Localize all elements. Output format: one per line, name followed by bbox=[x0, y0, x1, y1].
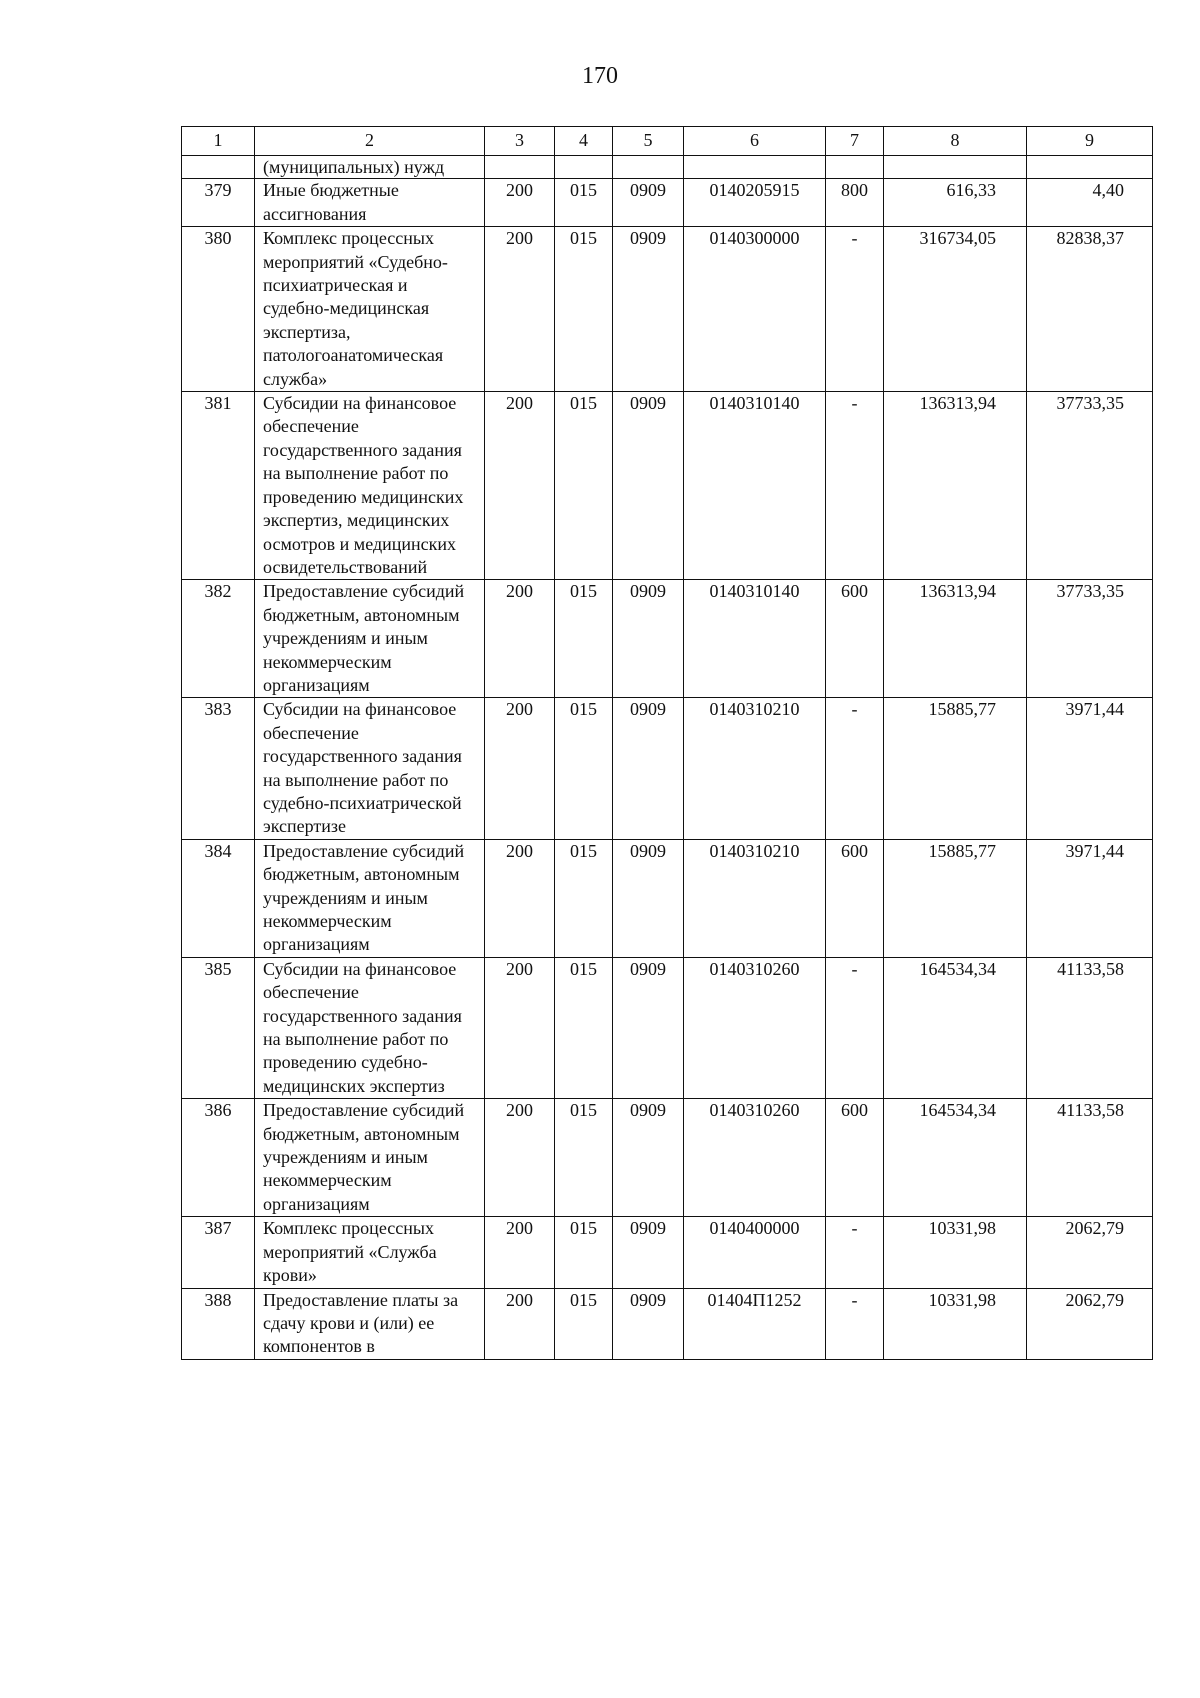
cell-target-article: 0140310140 bbox=[684, 392, 826, 580]
cell-section-code: 0909 bbox=[613, 227, 684, 392]
cell-row-number: 383 bbox=[182, 698, 255, 839]
cell-ministry-code: 015 bbox=[555, 839, 613, 957]
cell-amount: 10331,98 bbox=[884, 1288, 1027, 1359]
budget-table bbox=[181, 126, 1153, 1360]
cell-amount: 15885,77 bbox=[884, 839, 1027, 957]
column-header: 3 bbox=[485, 127, 555, 156]
cell-row-number: 385 bbox=[182, 957, 255, 1098]
cell-code: 200 bbox=[485, 839, 555, 957]
cell-amount: 164534,34 bbox=[884, 957, 1027, 1098]
cell-section-code: 0909 bbox=[613, 580, 684, 698]
cell-description: Комплекс процессных мероприятий «Судебно-психиатрическая и судебно-медицинская экспертиза, патологоанатомическая служба» bbox=[255, 227, 485, 392]
column-header: 9 bbox=[1027, 127, 1153, 156]
cell-code: 200 bbox=[485, 957, 555, 1098]
cell-ministry-code: 015 bbox=[555, 392, 613, 580]
cell-description: Комплекс процессных мероприятий «Служба крови» bbox=[255, 1217, 485, 1288]
cell-section-code: 0909 bbox=[613, 698, 684, 839]
cell-ministry-code: 015 bbox=[555, 1288, 613, 1359]
cell-amount: 3971,44 bbox=[1027, 698, 1153, 839]
cell-row-number: 379 bbox=[182, 179, 255, 227]
cell-target-article: 0140205915 bbox=[684, 179, 826, 227]
cell-description: (муниципальных) нужд bbox=[255, 156, 485, 179]
cell-description: Предоставление субсидий бюджетным, автономным учреждениям и иным некоммерческим организациям bbox=[255, 839, 485, 957]
cell-ministry-code: 015 bbox=[555, 580, 613, 698]
cell-empty bbox=[613, 156, 684, 179]
table-row bbox=[182, 957, 1153, 1098]
cell-description: Предоставление субсидий бюджетным, автономным учреждениям и иным некоммерческим организациям bbox=[255, 580, 485, 698]
cell-description: Субсидии на финансовое обеспечение государственного задания на выполнение работ по проведению медицинских экспертиз, медицинских осмотров и медицинских освидетельствований bbox=[255, 392, 485, 580]
cell-target-article: 0140310260 bbox=[684, 1099, 826, 1217]
table-row bbox=[182, 839, 1153, 957]
table-row bbox=[182, 227, 1153, 392]
table-row bbox=[182, 1217, 1153, 1288]
cell-row-number: 387 bbox=[182, 1217, 255, 1288]
cell-ministry-code: 015 bbox=[555, 1217, 613, 1288]
table-row bbox=[182, 698, 1153, 839]
cell-target-article: 0140300000 bbox=[684, 227, 826, 392]
cell-amount: 136313,94 bbox=[884, 392, 1027, 580]
cell-amount: 136313,94 bbox=[884, 580, 1027, 698]
cell-expense-type: 600 bbox=[826, 580, 884, 698]
table-body bbox=[182, 179, 1153, 1359]
cell-empty bbox=[884, 156, 1027, 179]
cell-code: 200 bbox=[485, 580, 555, 698]
cell-expense-type: - bbox=[826, 392, 884, 580]
cell-expense-type: - bbox=[826, 227, 884, 392]
column-header: 7 bbox=[826, 127, 884, 156]
column-header: 4 bbox=[555, 127, 613, 156]
cell-amount: 37733,35 bbox=[1027, 580, 1153, 698]
cell-section-code: 0909 bbox=[613, 957, 684, 1098]
cell-target-article: 01404П1252 bbox=[684, 1288, 826, 1359]
column-header: 8 bbox=[884, 127, 1027, 156]
cell-empty bbox=[826, 156, 884, 179]
cell-ministry-code: 015 bbox=[555, 179, 613, 227]
table-row bbox=[182, 179, 1153, 227]
cell-code: 200 bbox=[485, 1288, 555, 1359]
cell-description: Предоставление субсидий бюджетным, автономным учреждениям и иным некоммерческим организациям bbox=[255, 1099, 485, 1217]
cell-code: 200 bbox=[485, 392, 555, 580]
header-row bbox=[182, 127, 1153, 156]
cell-target-article: 0140310210 bbox=[684, 839, 826, 957]
cell-expense-type: 600 bbox=[826, 839, 884, 957]
cell-amount: 164534,34 bbox=[884, 1099, 1027, 1217]
cell-ministry-code: 015 bbox=[555, 957, 613, 1098]
cell-target-article: 0140310210 bbox=[684, 698, 826, 839]
cell-expense-type: 600 bbox=[826, 1099, 884, 1217]
table-row bbox=[182, 580, 1153, 698]
cell-target-article: 0140310140 bbox=[684, 580, 826, 698]
cell-amount: 616,33 bbox=[884, 179, 1027, 227]
cell-code: 200 bbox=[485, 179, 555, 227]
cell-empty bbox=[555, 156, 613, 179]
continuation-row bbox=[182, 156, 1153, 179]
cell-section-code: 0909 bbox=[613, 179, 684, 227]
cell-empty bbox=[1027, 156, 1153, 179]
cell-ministry-code: 015 bbox=[555, 1099, 613, 1217]
cell-amount: 3971,44 bbox=[1027, 839, 1153, 957]
cell-empty bbox=[485, 156, 555, 179]
cell-section-code: 0909 bbox=[613, 1099, 684, 1217]
cell-amount: 10331,98 bbox=[884, 1217, 1027, 1288]
cell-amount: 316734,05 bbox=[884, 227, 1027, 392]
cell-description: Иные бюджетные ассигнования bbox=[255, 179, 485, 227]
cell-description: Субсидии на финансовое обеспечение государственного задания на выполнение работ по судебно-психиатрической экспертизе bbox=[255, 698, 485, 839]
cell-expense-type: - bbox=[826, 698, 884, 839]
cell-row-number: 380 bbox=[182, 227, 255, 392]
cell-row-number: 386 bbox=[182, 1099, 255, 1217]
page-number: 170 bbox=[582, 63, 618, 89]
cell-target-article: 0140400000 bbox=[684, 1217, 826, 1288]
column-header: 1 bbox=[182, 127, 255, 156]
cell-target-article: 0140310260 bbox=[684, 957, 826, 1098]
cell-row-number: 381 bbox=[182, 392, 255, 580]
cell-amount: 4,40 bbox=[1027, 179, 1153, 227]
cell-expense-type: - bbox=[826, 1217, 884, 1288]
cell-ministry-code: 015 bbox=[555, 227, 613, 392]
table-row bbox=[182, 1288, 1153, 1359]
cell-section-code: 0909 bbox=[613, 839, 684, 957]
table-row bbox=[182, 392, 1153, 580]
cell-description: Предоставление платы за сдачу крови и (или) ее компонентов в bbox=[255, 1288, 485, 1359]
cell-row-number: 384 bbox=[182, 839, 255, 957]
cell-expense-type: 800 bbox=[826, 179, 884, 227]
cell-amount: 15885,77 bbox=[884, 698, 1027, 839]
cell-expense-type: - bbox=[826, 957, 884, 1098]
column-header: 6 bbox=[684, 127, 826, 156]
cell-section-code: 0909 bbox=[613, 392, 684, 580]
cell-code: 200 bbox=[485, 1217, 555, 1288]
cell-amount: 2062,79 bbox=[1027, 1217, 1153, 1288]
cell-amount: 82838,37 bbox=[1027, 227, 1153, 392]
cell-expense-type: - bbox=[826, 1288, 884, 1359]
cell-empty bbox=[684, 156, 826, 179]
cell-section-code: 0909 bbox=[613, 1217, 684, 1288]
cell-code: 200 bbox=[485, 1099, 555, 1217]
cell-code: 200 bbox=[485, 698, 555, 839]
cell-description: Субсидии на финансовое обеспечение государственного задания на выполнение работ по проведению судебно-медицинских экспертиз bbox=[255, 957, 485, 1098]
column-header: 2 bbox=[255, 127, 485, 156]
cell-amount: 37733,35 bbox=[1027, 392, 1153, 580]
cell-section-code: 0909 bbox=[613, 1288, 684, 1359]
column-header: 5 bbox=[613, 127, 684, 156]
cell-row-number: 382 bbox=[182, 580, 255, 698]
cell-amount: 2062,79 bbox=[1027, 1288, 1153, 1359]
cell-code: 200 bbox=[485, 227, 555, 392]
cell-ministry-code: 015 bbox=[555, 698, 613, 839]
cell-amount: 41133,58 bbox=[1027, 1099, 1153, 1217]
cell-row-number: 388 bbox=[182, 1288, 255, 1359]
table-row bbox=[182, 1099, 1153, 1217]
cell-empty bbox=[182, 156, 255, 179]
cell-amount: 41133,58 bbox=[1027, 957, 1153, 1098]
